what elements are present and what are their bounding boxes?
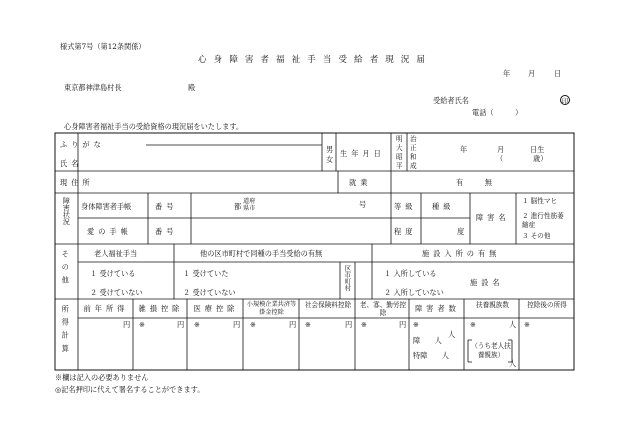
col-elderly-widow: 老、寡、勤労控除 — [359, 301, 407, 318]
era-showa-1: 昭 — [396, 153, 403, 161]
other-received: １ 受けていた — [183, 269, 229, 278]
grade-label: 等級 — [394, 202, 417, 211]
employment-label: 就業 — [349, 178, 372, 187]
ailment-other: ３ その他 — [522, 232, 551, 240]
yen-social: 円 — [345, 320, 353, 329]
ai-number-label: 番号 — [155, 227, 178, 236]
era-taisho-1: 大 — [396, 144, 403, 152]
gender-male: 男 — [326, 145, 334, 154]
other-municipality-label: 他の区市町村で同種の手当受給の有無 — [200, 249, 323, 258]
phone-label: 電話（ ） — [472, 108, 523, 117]
seal-mark: 印 — [561, 97, 569, 105]
elderly-dependent-note: （うち老人扶養親族） — [471, 342, 511, 359]
form-number: 様式第7号（第12条関係） — [60, 42, 146, 51]
note-mark-small-business: ※ — [250, 320, 257, 329]
degree-unit: 度 — [457, 227, 465, 236]
note-mark-misc: ※ — [139, 320, 146, 329]
date-day-label: 日 — [554, 69, 562, 78]
birth-year-label: 年 — [460, 145, 468, 154]
other-not-received: ２ 受けていない — [183, 288, 236, 297]
elderly-receiving: １ 受けている — [90, 269, 136, 278]
note-mark-after-deduction: ※ — [524, 320, 531, 329]
go-label: 号 — [359, 200, 367, 209]
name-label: 氏名 — [60, 159, 83, 168]
disability-section-label: 障害状況 — [62, 197, 71, 225]
yen-misc: 円 — [177, 320, 185, 329]
dependents-person-unit: 人 — [509, 320, 517, 329]
era-meiji-2: 治 — [410, 135, 417, 143]
yen-prev-income: 円 — [123, 320, 131, 329]
facility-name-label: 施設名 — [470, 278, 504, 287]
addressee-suffix: 殿 — [188, 83, 196, 92]
age-close: 歳） — [533, 154, 548, 163]
col-miscellaneous-loss: 雑損控除 — [138, 304, 184, 313]
certificate-label: 身体障害者手帳 — [81, 202, 132, 211]
footnote-note-marks: ※欄は記入の必要ありません — [55, 373, 149, 382]
yen-small-business: 円 — [289, 320, 297, 329]
prefecture-options: 道府県市 — [243, 198, 256, 213]
recipient-name-label: 受給者氏名 — [433, 96, 469, 105]
note-mark-disabled: ※ — [413, 320, 420, 329]
municipality-label: 区市町村 — [343, 265, 352, 291]
employment-options: 有 無 — [456, 178, 492, 187]
col-dependents-count: 扶養親族数 — [476, 301, 509, 309]
yen-elderly: 円 — [399, 320, 407, 329]
dependents-person-unit-2: 人 — [509, 359, 517, 368]
address-label: 現住所 — [60, 178, 94, 187]
ai-notebook-label: 愛の手帳 — [87, 227, 132, 236]
col-after-deduction: 控除後の所得 — [527, 301, 567, 309]
birthdate-label: 生年月日 — [340, 149, 385, 158]
note-mark-medical: ※ — [194, 320, 201, 329]
col-social-insurance: 社会保険料控除 — [304, 301, 352, 309]
era-meiji-1: 明 — [396, 135, 403, 143]
era-showa-2: 和 — [410, 153, 417, 161]
other-section-label: その他 — [61, 250, 71, 290]
date-month-label: 月 — [528, 69, 536, 78]
disabled-person-line: 障 人 — [413, 336, 442, 345]
elderly-allowance-label: 老人福祉手当 — [94, 249, 138, 258]
col-disabled-count: 障害者数 — [415, 304, 460, 313]
ailment-muscular-atrophy: ２ 進行性筋萎縮症 — [522, 212, 564, 229]
birth-month-label: 月 — [497, 145, 505, 154]
facility-in: １ 入所している — [384, 269, 437, 278]
special-person-line: 特障 人 — [413, 351, 449, 360]
elderly-not-receiving: ２ 受けていない — [90, 288, 143, 297]
gender-female: 女 — [326, 155, 334, 164]
yen-medical: 円 — [233, 320, 241, 329]
grade-word: 種級 — [432, 202, 455, 211]
era-heisei-1: 平 — [396, 162, 403, 170]
addressee: 東京都神津島村長 — [64, 83, 122, 92]
era-taisho-2: 正 — [410, 144, 417, 152]
furigana-label: ふりがな — [60, 140, 105, 149]
birth-day-label: 日生 — [530, 145, 545, 154]
col-small-business: 小規模企業共済等掛金控除 — [246, 301, 297, 316]
facility-label: 施設入所の有無 — [422, 249, 501, 258]
statement-text: 心身障害者福祉手当の受給資格の現況届をいたします。 — [64, 122, 244, 131]
facility-not-in: ２ 入所していない — [384, 288, 444, 297]
age-open: （ — [496, 154, 504, 163]
note-mark-dependents: ※ — [470, 320, 477, 329]
certificate-number-label: 番号 — [155, 202, 178, 211]
disability-name-label: 障害名 — [476, 213, 510, 222]
date-year-label: 年 — [503, 69, 511, 78]
col-medical: 医療控除 — [193, 304, 239, 313]
ailment-cerebral-palsy: １ 脳性マヒ — [522, 197, 558, 205]
prefecture-word: 都 — [234, 202, 242, 211]
note-mark-social: ※ — [305, 320, 312, 329]
note-mark-elderly: ※ — [361, 320, 368, 329]
disabled-person-unit-top: 人 — [448, 330, 456, 339]
degree-label: 程度 — [394, 227, 417, 236]
col-prev-income: 前年所得 — [83, 304, 129, 313]
form-title: 心身障害者福祉手当受給者現況届 — [198, 55, 432, 65]
footnote-signature: ◎記名押印に代えて署名することができます。 — [55, 385, 205, 394]
era-heisei-2: 成 — [410, 162, 417, 170]
income-section-label: 所得計算 — [61, 305, 71, 358]
